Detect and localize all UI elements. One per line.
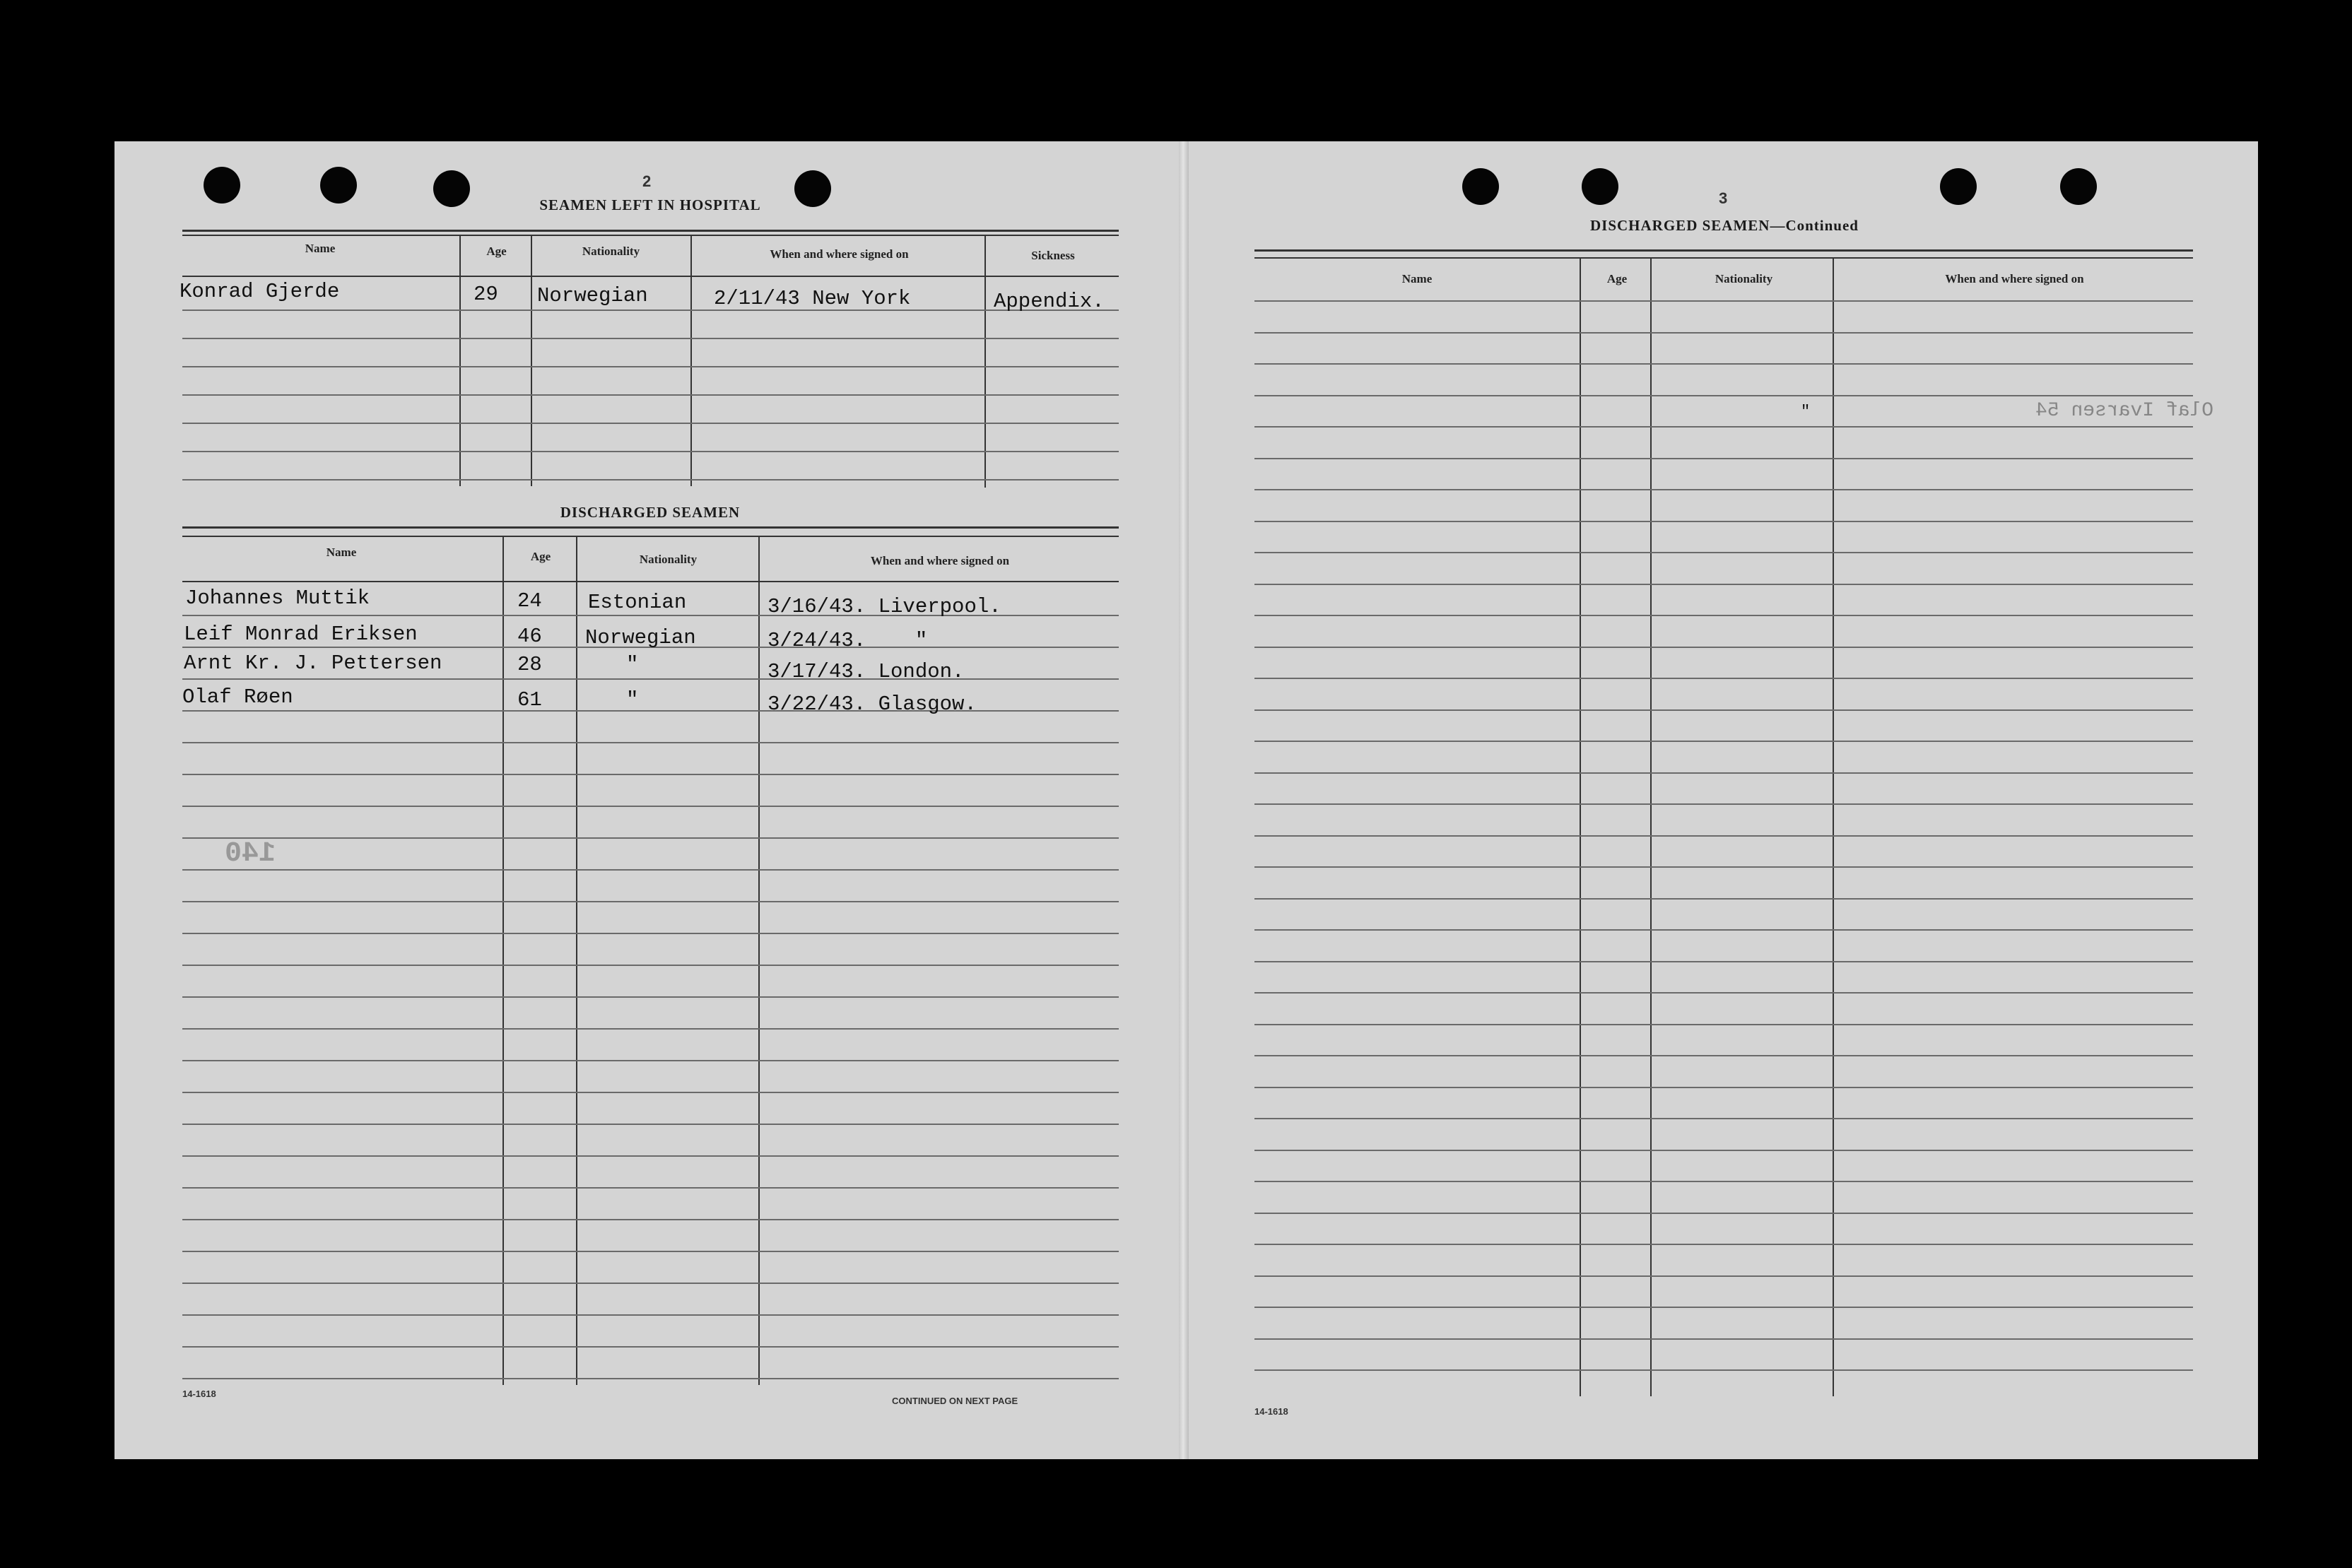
ruled-line xyxy=(182,1314,1119,1316)
form-number: 14-1618 xyxy=(1254,1406,1288,1417)
ruled-line xyxy=(1254,521,2193,522)
hospital-sickness-cell: Appendix. xyxy=(994,290,1105,313)
discharged-signed-on-cell: 3/17/43. London. xyxy=(768,660,965,683)
ruled-line xyxy=(1254,678,2193,679)
column-divider xyxy=(984,235,986,488)
ruled-line xyxy=(182,678,1119,680)
col-header-name: Name xyxy=(305,242,336,255)
ruled-line xyxy=(1254,552,2193,553)
rule xyxy=(182,536,1119,537)
page-number: 3 xyxy=(1719,189,1728,207)
discharged-nationality-cell: Norwegian xyxy=(585,626,696,649)
ruled-line xyxy=(1254,992,2193,994)
ruled-line xyxy=(1254,1275,2193,1277)
ruled-line xyxy=(182,837,1119,839)
column-divider xyxy=(459,235,461,486)
right-page xyxy=(1184,141,2258,1459)
ruled-line xyxy=(1254,1307,2193,1308)
ruled-line xyxy=(1254,300,2193,302)
ruled-line xyxy=(1254,709,2193,711)
faint-stamp: 140 xyxy=(225,838,276,870)
ruled-line xyxy=(1254,615,2193,616)
bleed-through-text: Olaf Ivarsen 54 xyxy=(2035,400,2214,422)
ruled-line xyxy=(182,479,1119,481)
ruled-line xyxy=(1254,458,2193,459)
ruled-line xyxy=(1254,898,2193,900)
hospital-name-cell: Konrad Gjerde xyxy=(180,280,340,303)
continued-note: CONTINUED ON NEXT PAGE xyxy=(892,1396,1018,1406)
ruled-line xyxy=(1254,363,2193,365)
ruled-line xyxy=(1254,332,2193,334)
ruled-line xyxy=(1254,961,2193,962)
ruled-line xyxy=(182,1219,1119,1220)
discharged-nationality-cell: Estonian xyxy=(588,591,687,614)
ruled-line xyxy=(1254,426,2193,428)
col-header-signed-on: When and where signed on xyxy=(770,247,909,261)
ruled-line xyxy=(182,1092,1119,1093)
ruled-line xyxy=(1254,1087,2193,1088)
col-header-age: Age xyxy=(1606,272,1628,285)
ruled-line xyxy=(1254,1213,2193,1214)
ruled-line xyxy=(1254,866,2193,868)
punch-hole xyxy=(320,167,357,204)
punch-hole xyxy=(2060,168,2097,205)
ruled-line xyxy=(1254,1244,2193,1245)
column-divider xyxy=(576,537,577,1385)
rule xyxy=(182,581,1119,582)
col-header-nationality: Nationality xyxy=(639,553,698,566)
col-header-age: Age xyxy=(486,244,507,258)
ruled-line xyxy=(182,1187,1119,1189)
ruled-line xyxy=(182,1251,1119,1252)
ruled-line xyxy=(182,310,1119,311)
discharged-age-cell: 28 xyxy=(517,653,542,676)
column-divider xyxy=(502,537,504,1385)
column-divider xyxy=(758,537,760,1385)
rule xyxy=(1254,257,2193,259)
col-header-nationality: Nationality xyxy=(582,244,640,258)
ruled-line xyxy=(1254,1369,2193,1371)
col-header-signed-on: When and where signed on xyxy=(870,554,1010,567)
ruled-line xyxy=(182,1283,1119,1284)
ruled-line xyxy=(182,774,1119,775)
ruled-line xyxy=(1254,647,2193,648)
ruled-line xyxy=(182,423,1119,424)
discharged-continued-title: DISCHARGED SEAMEN—Continued xyxy=(1590,217,1859,234)
discharged-age-cell: 46 xyxy=(517,625,542,648)
column-divider xyxy=(1833,259,1834,1396)
discharged-age-cell: 61 xyxy=(517,688,542,712)
ruled-line xyxy=(182,1124,1119,1125)
column-divider xyxy=(531,235,532,486)
rule xyxy=(182,235,1119,236)
ruled-line xyxy=(1254,584,2193,585)
ruled-line xyxy=(182,901,1119,902)
discharged-signed-on-cell: 3/22/43. Glasgow. xyxy=(768,692,977,716)
discharged-signed-on-cell: 3/16/43. Liverpool. xyxy=(768,595,1001,618)
rule xyxy=(1254,249,2193,252)
rule xyxy=(182,230,1119,232)
ruled-line xyxy=(182,710,1119,712)
ruled-line xyxy=(1254,1338,2193,1340)
ruled-line xyxy=(182,869,1119,871)
form-number: 14-1618 xyxy=(182,1389,216,1399)
ditto-mark: " xyxy=(1801,403,1811,420)
ruled-line xyxy=(182,1155,1119,1157)
ruled-line xyxy=(1254,395,2193,396)
hospital-age-cell: 29 xyxy=(474,283,498,306)
ruled-line xyxy=(182,996,1119,998)
ruled-line xyxy=(182,806,1119,807)
col-header-age: Age xyxy=(530,550,551,563)
punch-hole xyxy=(1462,168,1499,205)
col-header-name: Name xyxy=(326,546,357,559)
discharged-nationality-cell: " xyxy=(626,653,639,676)
ruled-line xyxy=(1254,803,2193,805)
column-divider xyxy=(690,235,692,486)
ruled-line xyxy=(1254,489,2193,490)
ruled-line xyxy=(182,965,1119,966)
ruled-line xyxy=(1254,772,2193,774)
hospital-nationality-cell: Norwegian xyxy=(537,284,648,307)
rule xyxy=(182,276,1119,277)
discharged-signed-on-cell: 3/24/43. " xyxy=(768,629,928,652)
ruled-line xyxy=(182,451,1119,452)
ruled-line xyxy=(182,1060,1119,1061)
ruled-line xyxy=(1254,1118,2193,1119)
col-header-sickness: Sickness xyxy=(1031,249,1075,262)
hospital-signed-on-cell: 2/11/43 New York xyxy=(714,287,911,310)
ruled-line xyxy=(182,1378,1119,1379)
ruled-line xyxy=(182,394,1119,396)
ruled-line xyxy=(182,742,1119,743)
punch-hole xyxy=(204,167,240,204)
ruled-line xyxy=(182,338,1119,339)
ruled-line xyxy=(182,933,1119,934)
ruled-line xyxy=(1254,1024,2193,1025)
page-number: 2 xyxy=(642,172,652,190)
discharged-age-cell: 24 xyxy=(517,589,542,613)
ruled-line xyxy=(1254,1150,2193,1151)
column-divider xyxy=(1580,259,1581,1396)
discharged-name-cell: Leif Monrad Eriksen xyxy=(184,623,418,646)
ruled-line xyxy=(1254,1181,2193,1182)
ruled-line xyxy=(182,1346,1119,1348)
discharged-name-cell: Olaf Røen xyxy=(182,685,293,709)
punch-hole xyxy=(1582,168,1618,205)
discharged-name-cell: Johannes Muttik xyxy=(185,586,370,610)
col-header-signed-on: When and where signed on xyxy=(1945,272,2084,285)
ruled-line xyxy=(182,366,1119,367)
ruled-line xyxy=(182,1028,1119,1030)
col-header-name: Name xyxy=(1401,272,1433,285)
ruled-line xyxy=(1254,929,2193,931)
rule xyxy=(182,526,1119,529)
ruled-line xyxy=(1254,741,2193,742)
column-divider xyxy=(1650,259,1652,1396)
discharged-nationality-cell: " xyxy=(626,688,639,712)
ruled-line xyxy=(1254,1055,2193,1056)
punch-hole xyxy=(1940,168,1977,205)
discharged-section-title: DISCHARGED SEAMEN xyxy=(560,504,741,521)
discharged-name-cell: Arnt Kr. J. Pettersen xyxy=(184,652,442,675)
page-fold xyxy=(1179,141,1189,1459)
hospital-section-title: SEAMEN LEFT IN HOSPITAL xyxy=(539,196,761,213)
col-header-nationality: Nationality xyxy=(1715,272,1773,285)
ruled-line xyxy=(1254,835,2193,837)
